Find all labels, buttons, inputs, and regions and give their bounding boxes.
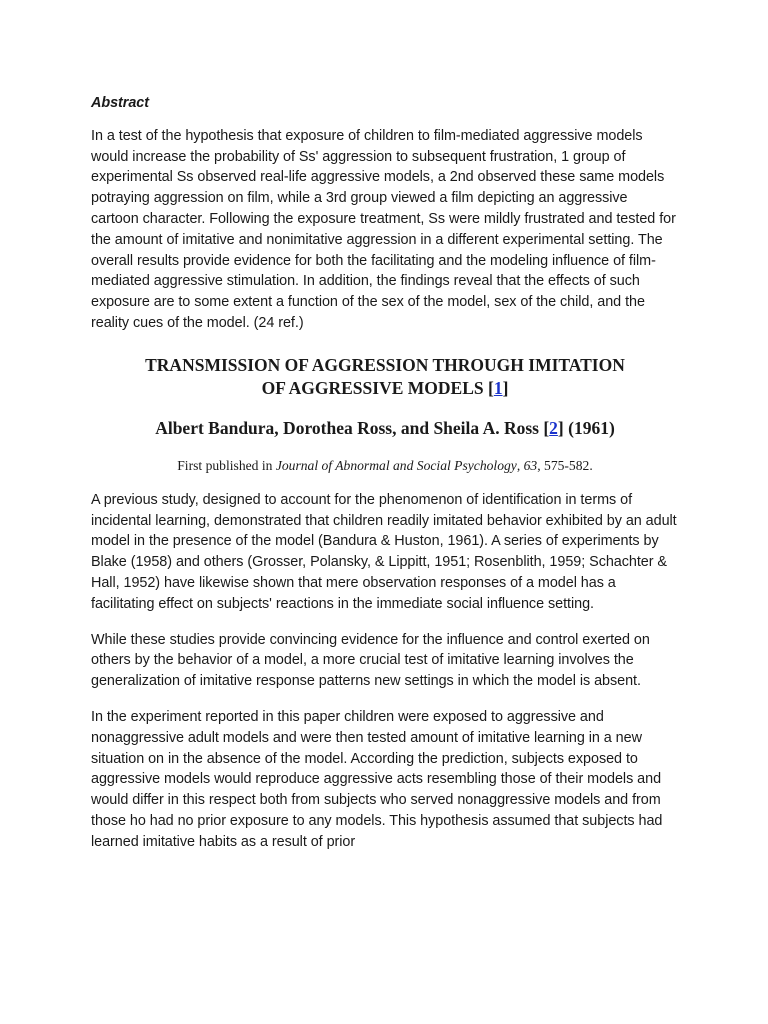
journal-pages: , 575-582. <box>537 457 593 473</box>
footnote-link-1[interactable]: 1 <box>493 377 503 398</box>
abstract-heading: Abstract <box>91 95 149 111</box>
journal-volume: 63 <box>523 457 538 473</box>
publication-year: ] (1961) <box>557 417 615 438</box>
journal-name: Journal of Abnormal and Social Psychology <box>275 457 517 473</box>
article-title <box>91 354 679 400</box>
article-title-line2: OF AGGRESSIVE MODELS [ <box>261 377 494 398</box>
body-paragraph-3: In the experiment reported in this paper children were exposed to aggressive and nonaggressive adult models and were then tested amount of imitative learning in a new situation on in the absence of the model. According the prediction, subjects exposed to aggressive models would reproduce aggressive acts resembling those of their models and would differ in this respect both from subjects who served nonaggressive models and from those ho had no prior exposure to any models. This hypothesis assumed that subjects had learned imitative habits as a result of prior <box>91 708 663 850</box>
article-title-close: ] <box>502 377 509 398</box>
footnote-link-2[interactable]: 2 <box>549 417 558 438</box>
publication-separator: , <box>516 457 524 473</box>
abstract-text: In a test of the hypothesis that exposure of children to film-mediated aggressive models would increase the probability of Ss' aggression to subsequent frustration, 1 group of experimental Ss observed real-life aggressive models, a 2nd observed these same models potraying aggression on film, while a 3rd group viewed a film depicting an aggressive cartoon character. Following the exposure treatment, Ss were mildly frustrated and tested for the amount of imitative and nonimitative aggression in a different experimental setting. The overall results provide evidence for both the facilitating and the modeling influence of film-mediated aggressive stimulation. In addition, the findings reveal that the effects of such exposure are to some extent a function of the sex of the model, sex of the child, and the reality cues of the model. (24 ref.) <box>91 127 676 331</box>
publication-prefix: First published in <box>177 457 276 473</box>
article-title-line1: TRANSMISSION OF AGGRESSION THROUGH IMITATION <box>145 354 625 375</box>
body-paragraph-1: A previous study, designed to account for the phenomenon of identification in terms of incidental learning, demonstrated that children readily imitated behavior exhibited by an adult model in the presence of the model (Bandura & Huston, 1961). A series of experiments by Blake (1958) and others (Grosser, Polansky, & Lippitt, 1951; Rosenblith, 1959; Schachter & Hall, 1952) have likewise shown that mere observation responses of a model has a facilitating effect on subjects' reactions in the immediate social influence setting. <box>91 491 677 612</box>
body-paragraph-2: While these studies provide convincing evidence for the influence and control exerted on others by the behavior of a model, a more crucial test of imitative learning involves the generalization of imitative response patterns new settings in which the model is absent. <box>91 631 650 690</box>
document-page <box>91 93 679 853</box>
publication-info <box>91 457 679 475</box>
author-names: Albert Bandura, Dorothea Ross, and Sheila A. Ross [ <box>155 417 550 438</box>
article-authors <box>91 417 679 440</box>
